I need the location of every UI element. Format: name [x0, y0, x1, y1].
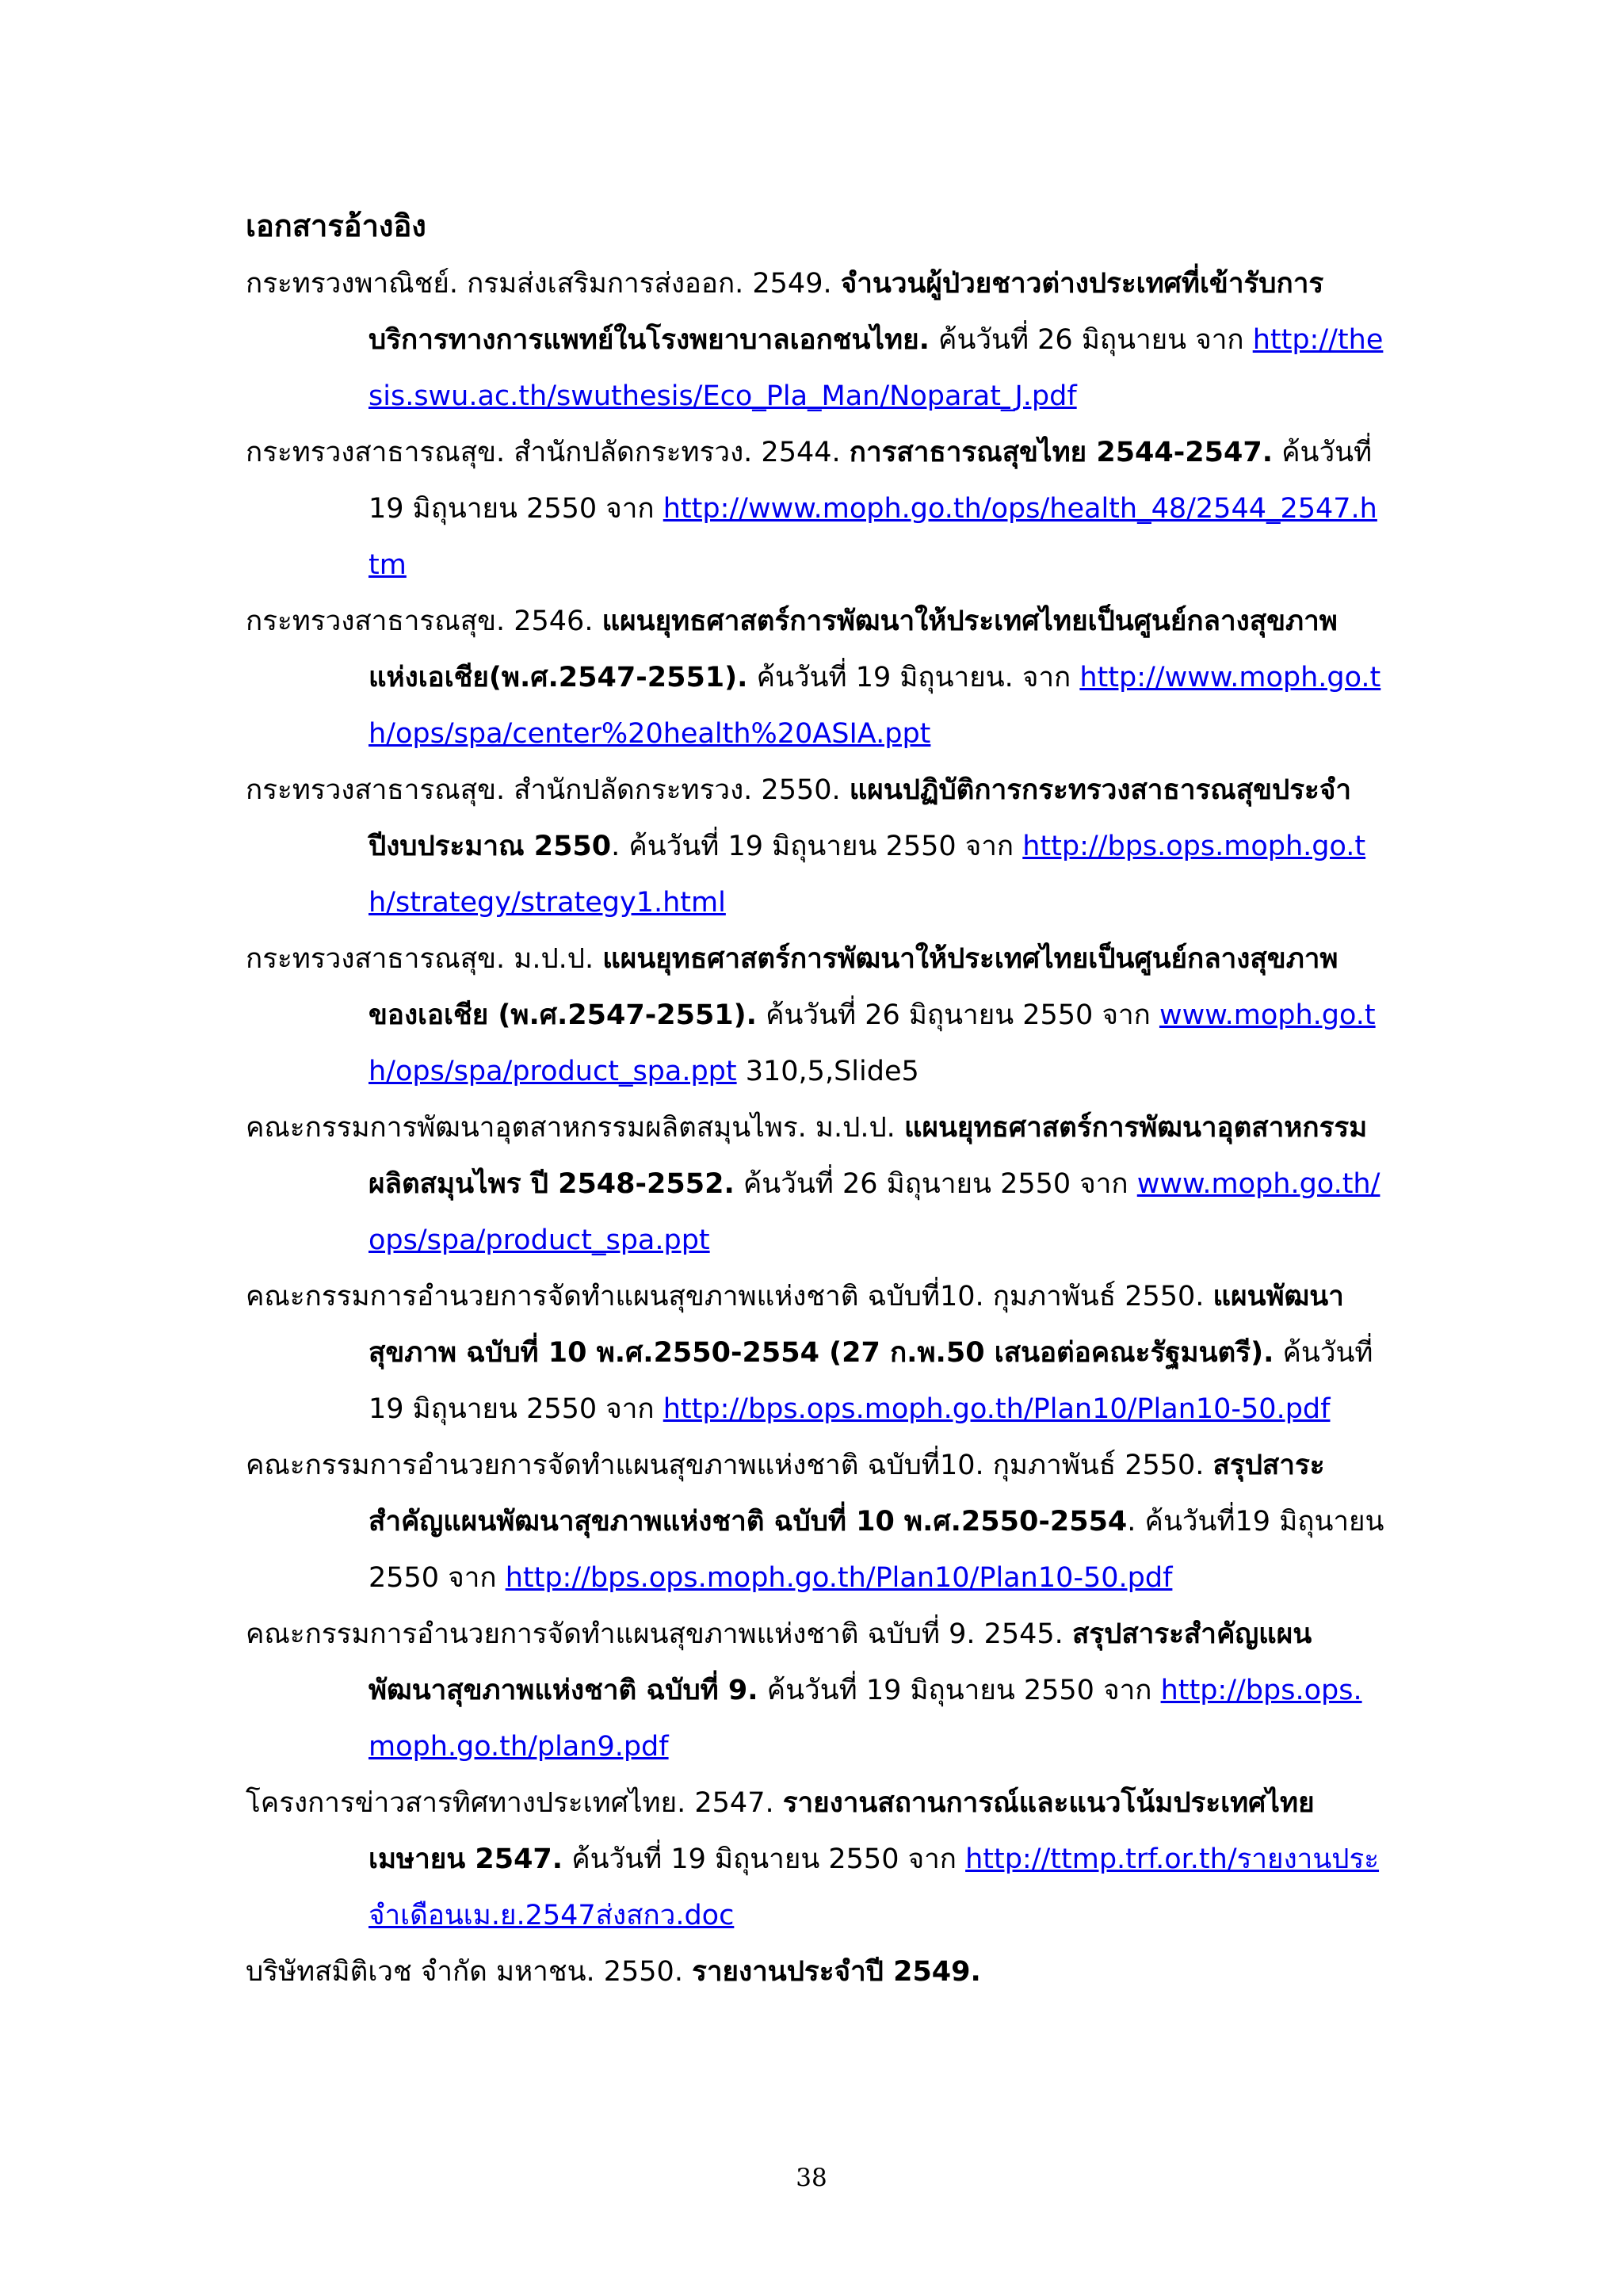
references-heading: เอกสารอ้างอิง	[246, 208, 426, 243]
reference-author: คณะกรรมการอำนวยการจัดทำแผนสุขภาพแห่งชาติ ฉบับที่10. กุมภาพันธ์ 2550.	[246, 1281, 1213, 1312]
reference-entry	[246, 1100, 1387, 1269]
reference-list	[246, 256, 1387, 2000]
reference-author: คณะกรรมการพัฒนาอุตสาหกรรมผลิตสมุนไพร. ม.ป.ป.	[246, 1112, 904, 1144]
reference-link[interactable]: http://thesis.swu.ac.th/swuthesis/Eco_Pla_Man/Noparat_J.pdf	[369, 324, 1384, 412]
reference-retrieval-note: . ค้นวันที่19 มิถุนายน 2550 จาก	[369, 1506, 1384, 1594]
reference-author: โครงการข่าวสารทิศทางประเทศไทย. 2547.	[246, 1787, 783, 1819]
reference-author: กระทรวงสาธารณสุข. 2546.	[246, 606, 602, 637]
reference-title: แผนปฏิบัติการกระทรวงสาธารณสุขประจำปีงบประมาณ 2550	[369, 774, 1352, 862]
reference-retrieval-note: ค้นวันที่ 26 มิถุนายน 2550 จาก	[734, 1168, 1137, 1200]
reference-link[interactable]: www.moph.go.th/ops/spa/product_spa.ppt	[369, 1168, 1381, 1256]
reference-title: แผนยุทธศาสตร์การพัฒนาให้ประเทศไทยเป็นศูนย์กลางสุขภาพแห่งเอเชีย(พ.ศ.2547-2551).	[369, 606, 1338, 693]
reference-author: คณะกรรมการอำนวยการจัดทำแผนสุขภาพแห่งชาติ ฉบับที่ 9. 2545.	[246, 1618, 1072, 1650]
reference-retrieval-note: ค้นวันที่ 19 มิถุนายน 2550 จาก	[563, 1843, 966, 1875]
reference-title: สรุปสาระสำคัญแผนพัฒนาสุขภาพแห่งชาติ ฉบับที่ 10 พ.ศ.2550-2554	[369, 1450, 1325, 1538]
reference-title: แผนยุทธศาสตร์การพัฒนาอุตสาหกรรมผลิตสมุนไพร ปี 2548-2552.	[369, 1112, 1368, 1200]
reference-link[interactable]: http://bps.ops.moph.go.th/plan9.pdf	[369, 1675, 1362, 1763]
reference-title: แผนพัฒนาสุขภาพ ฉบับที่ 10 พ.ศ.2550-2554 (27 ก.พ.50 เสนอต่อคณะรัฐมนตรี).	[369, 1281, 1344, 1369]
reference-author: กระทรวงสาธารณสุข. ม.ป.ป.	[246, 943, 603, 975]
reference-link[interactable]: www.moph.go.th/ops/spa/product_spa.ppt	[369, 999, 1376, 1087]
reference-link[interactable]: http://www.moph.go.th/ops/spa/center%20health%20ASIA.ppt	[369, 662, 1381, 750]
reference-title: จำนวนผู้ป่วยชาวต่างประเทศที่เข้ารับการบริการทางการแพทย์ในโรงพยาบาลเอกชนไทย.	[369, 268, 1324, 356]
reference-title: รายงานประจำปี 2549.	[692, 1956, 981, 1988]
reference-author: บริษัทสมิติเวช จำกัด มหาชน. 2550.	[246, 1956, 693, 1988]
reference-extra: 310,5,Slide5	[736, 1056, 919, 1087]
reference-retrieval-note: ค้นวันที่ 19 มิถุนายน 2550 จาก	[758, 1675, 1161, 1706]
reference-author: กระทรวงสาธารณสุข. สำนักปลัดกระทรวง. 2544.	[246, 437, 850, 468]
reference-title: การสาธารณสุขไทย 2544-2547.	[849, 437, 1273, 468]
reference-retrieval-note: ค้นวันที่ 26 มิถุนายน 2550 จาก	[756, 999, 1159, 1031]
reference-link[interactable]: http://ttmp.trf.or.th/รายงานประจำเดือนเม.ย.2547ส่งสกว.doc	[369, 1843, 1380, 1931]
reference-entry	[246, 425, 1387, 594]
reference-entry	[246, 1438, 1387, 1606]
reference-link[interactable]: http://bps.ops.moph.go.th/strategy/strategy1.html	[369, 831, 1366, 919]
reference-retrieval-note: ค้นวันที่ 19 มิถุนายน 2550 จาก	[369, 437, 1373, 525]
reference-link[interactable]: http://bps.ops.moph.go.th/Plan10/Plan10-50.pdf	[505, 1562, 1173, 1594]
reference-title: แผนยุทธศาสตร์การพัฒนาให้ประเทศไทยเป็นศูนย์กลางสุขภาพของเอเชีย (พ.ศ.2547-2551).	[369, 943, 1338, 1031]
reference-entry	[246, 762, 1387, 931]
reference-entry	[246, 1606, 1387, 1775]
reference-retrieval-note: . ค้นวันที่ 19 มิถุนายน 2550 จาก	[611, 831, 1023, 862]
reference-entry	[246, 594, 1387, 762]
reference-link[interactable]: http://bps.ops.moph.go.th/Plan10/Plan10-50.pdf	[663, 1393, 1331, 1425]
reference-entry	[246, 931, 1387, 1100]
reference-entry	[246, 1775, 1387, 1944]
reference-entry	[246, 1269, 1387, 1438]
page-number: 38	[796, 2164, 827, 2192]
reference-retrieval-note: ค้นวันที่ 19 มิถุนายน. จาก	[747, 662, 1080, 693]
reference-retrieval-note: ค้นวันที่ 19 มิถุนายน 2550 จาก	[369, 1337, 1373, 1425]
reference-author: กระทรวงสาธารณสุข. สำนักปลัดกระทรวง. 2550.	[246, 774, 850, 806]
reference-author: คณะกรรมการอำนวยการจัดทำแผนสุขภาพแห่งชาติ ฉบับที่10. กุมภาพันธ์ 2550.	[246, 1450, 1213, 1481]
reference-retrieval-note: ค้นวันที่ 26 มิถุนายน จาก	[929, 324, 1253, 356]
reference-link[interactable]: http://www.moph.go.th/ops/health_48/2544_2547.htm	[369, 493, 1377, 581]
reference-title: สรุปสาระสำคัญแผนพัฒนาสุขภาพแห่งชาติ ฉบับที่ 9.	[369, 1618, 1312, 1706]
reference-entry	[246, 1944, 1387, 2000]
reference-author: กระทรวงพาณิชย์. กรมส่งเสริมการส่งออก. 2549.	[246, 268, 841, 300]
reference-title: รายงานสถานการณ์และแนวโน้มประเทศไทย เมษายน 2547.	[369, 1787, 1315, 1875]
reference-entry	[246, 256, 1387, 425]
